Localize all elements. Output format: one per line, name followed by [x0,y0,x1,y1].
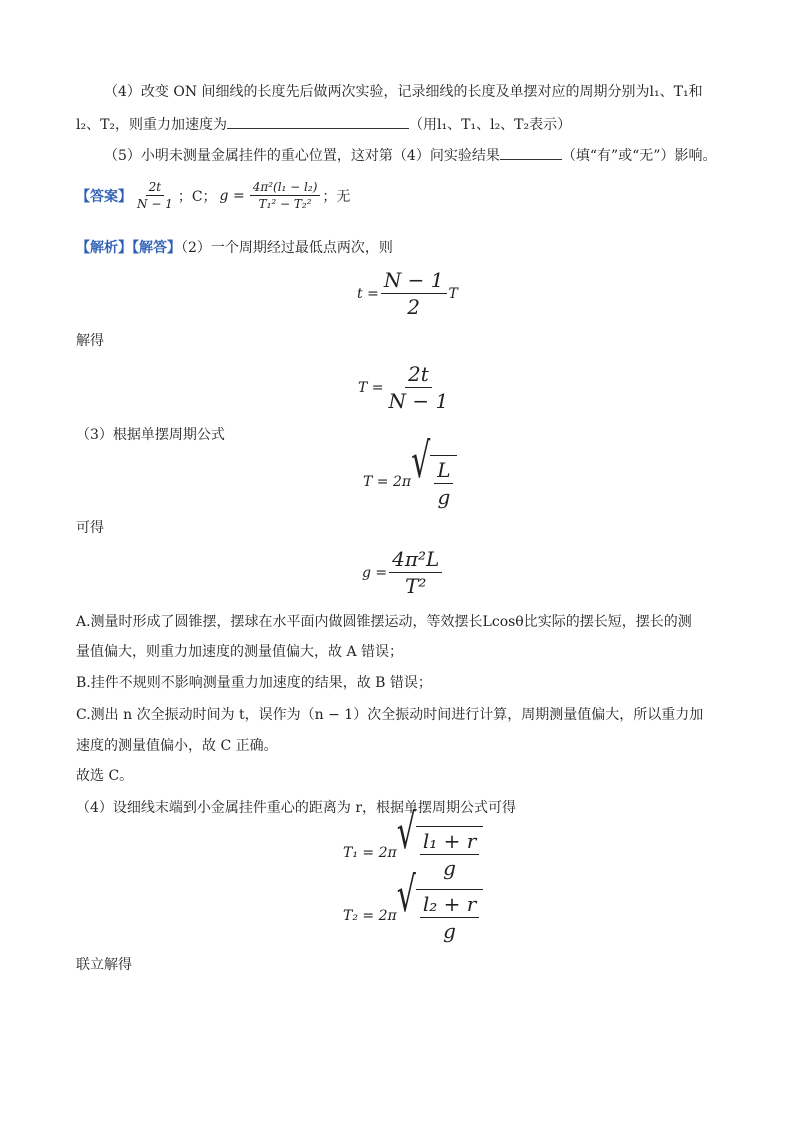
q5-answer-blank[interactable] [500,145,562,160]
eq6-den: g [443,919,456,943]
eq4-num: 4π²L [389,547,442,573]
option-c-line1: C.测出 n 次全振动时间为 t，误作为（n − 1）次全振动时间进行计算，周期测量值偏大，所以重力加 [76,707,704,723]
option-a-line2: 量值偏大，则重力加速度的测量值偏大，故 A 错误； [76,644,404,660]
answer-fraction-1-den: N − 1 [137,197,173,211]
analysis-p4: （4）设细线末端到小金属挂件重心的距离为 r，根据单摆周期公式可得 [76,800,517,816]
answer-fraction-3-num: 4π²(l₁ − l₂) [250,180,321,196]
q4-line2 [76,114,571,135]
eq2-num: 2t [405,362,432,388]
answer-fraction-3 [250,180,321,211]
answer-line [76,180,350,211]
equation-3 [363,434,457,509]
lianli-jiede: 联立解得 [76,957,132,973]
eq2-fraction [386,362,452,413]
answer-tag: 【答案】 [76,188,132,205]
analysis-line-p2 [76,238,393,258]
eq2-lhs: T = [358,379,384,396]
option-c-line2: 速度的测量值偏小，故 C 正确。 [76,738,278,754]
option-b: B.挂件不规则不影响测量重力加速度的结果，故 B 错误； [76,675,432,691]
analysis-p3: （3）根据单摆周期公式 [76,427,225,443]
eq5-num: l₁ + r [420,829,479,855]
eq1-den: 2 [407,295,421,319]
answer-fraction-3-den: T₁² − T₂² [258,197,312,211]
eq5-sqrt: √ $\frac{\text{l₁ + r}}{g}$ [397,826,484,880]
answer-sep2: ；无 [322,188,351,205]
eq5-lhs: T₁ = 2π [343,845,397,861]
answer-fraction-1-num: 2t [146,180,164,196]
option-a-line1: A.测量时形成了圆锥摆，摆球在水平面内做圆锥摆运动，等效摆长Lcosθ比实际的摆长短，摆长的测 [76,614,692,630]
choose-line: 故选 C。 [76,768,134,784]
equation-2 [358,362,453,413]
q4-line1: （4）改变 ON 间细线的长度先后做两次实验，记录细线的长度及单摆对应的周期分别为l₁、T₁和 [104,84,703,100]
eq3-den: g [437,485,451,509]
answer-fraction-1 [134,180,176,211]
q4-line2-b: （用l₁、T₁、l₂、T₂表示） [409,117,572,133]
eq4-den: T² [405,574,427,598]
kede: 可得 [76,520,104,536]
analysis-p2: （2）一个周期经过最低点两次，则 [181,240,393,256]
eq5-fraction [420,829,479,880]
analysis-tag: 【解析】【解答】 [76,240,181,256]
eq6-sqrt: √ $\frac{\text{l₂ + r}}{g}$ [397,889,484,943]
equation-4 [362,547,444,598]
eq3-fraction [434,458,453,509]
jiede-1: 解得 [76,333,104,349]
eq1-num: N − 1 [381,268,447,294]
eq1-lhs: t = [357,285,379,302]
equation-1 [357,268,458,319]
eq4-lhs: g = [362,564,388,581]
eq4-fraction [389,547,442,598]
answer-sep1: ；C； [177,188,217,205]
q4-line2-a: l₂、T₂，则重力加速度为 [76,117,228,133]
eq3-num: L [434,458,453,484]
q5-text-b: （填“有”或“无”）影响。 [561,148,717,164]
eq5-den: g [443,856,456,880]
eq6-num: l₂ + r [420,892,479,918]
eq6-lhs: T₂ = 2π [343,908,397,924]
eq1-T: T [448,285,458,302]
eq3-sqrt: √ $\frac{L}{g}$ [411,455,457,509]
equation-6 [343,868,483,943]
eq3-lhs: T = 2π [363,474,412,490]
q5-line [104,145,716,166]
answer-g-eq: g = [219,187,245,204]
q5-text-a: （5）小明未测量金属挂件的重心位置，这对第（4）问实验结果 [104,148,500,164]
q4-answer-blank[interactable] [227,114,409,129]
eq1-fraction [381,268,447,319]
eq6-fraction [420,892,479,943]
eq2-den: N − 1 [388,389,449,413]
